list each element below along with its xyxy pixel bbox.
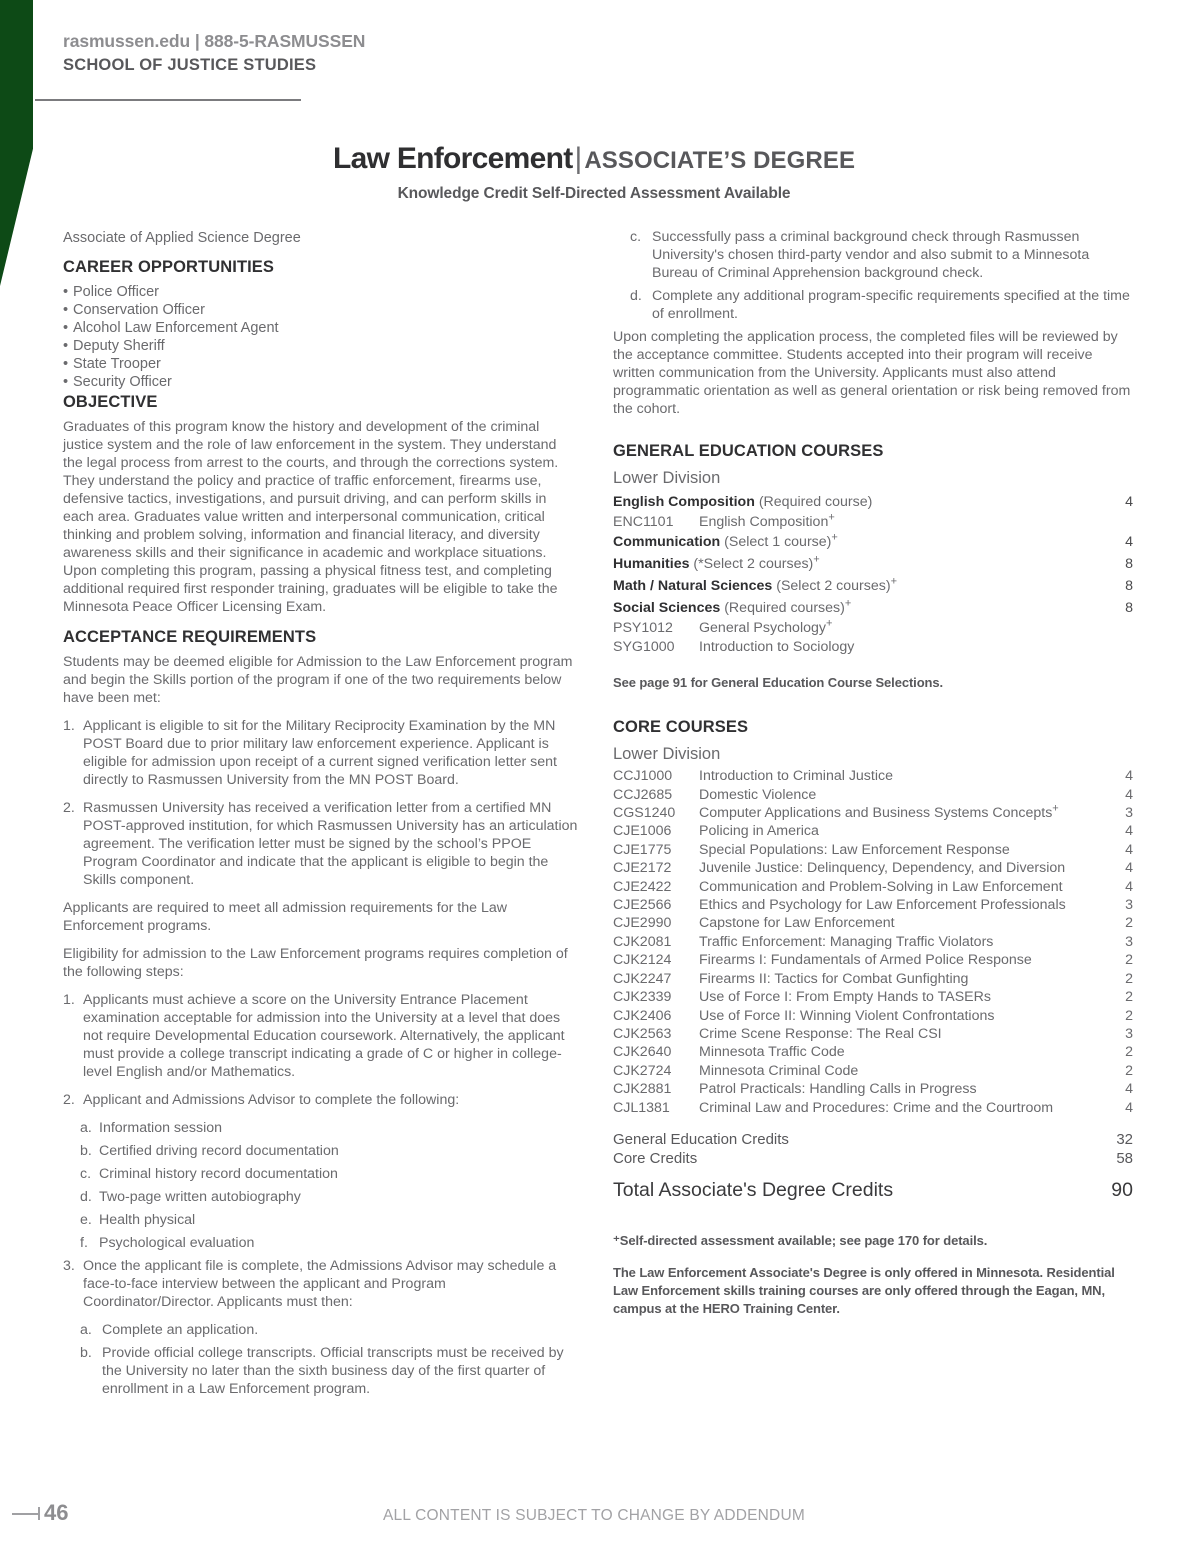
core-course-row [613, 859, 1133, 877]
general-education-course-table [613, 491, 1133, 656]
objective-text: Graduates of this program know the history and development of the criminal justice system and the role of law enforcement in the system. They understand the legal process from arrest to the courts, and through the corrections system. They understand the policy and practice of traffic enforcement, firearms use, defensive tactics, investigations, and pursuit driving, and can perform skills in each area. Graduates value written and interpersonal communication, critical thinking and problem solving, information and financial literacy, and diversity awareness skills and their significance in academic and workplace situations. Upon completing this program, passing a physical fitness test, and completing additional required first responder training, graduates will be eligible to take the Minnesota Peace Officer Licensing Exam. [63, 419, 559, 615]
course-name: Communication and Problem-Solving in Law Enforcement [699, 878, 1063, 895]
gened-category-credits: 4 [1125, 494, 1133, 510]
list-item-marker: b. [80, 1345, 92, 1361]
core-credits-value: 58 [1116, 1149, 1133, 1167]
list-item-marker: 1. [63, 992, 75, 1008]
course-credits: 4 [1125, 860, 1133, 877]
core-course-row [613, 1062, 1133, 1080]
step2-subitem-list [63, 1119, 578, 1252]
eligibility-intro-text: Eligibility for admission to the Law Enforcement programs requires completion of the following steps: [63, 946, 568, 980]
acceptance-requirements-list [63, 717, 578, 889]
total-credits-label: Total Associate's Degree Credits [613, 1178, 894, 1201]
degree-level: ASSOCIATE’S DEGREE [584, 147, 856, 174]
course-credits: 2 [1125, 915, 1133, 932]
self-directed-marker: + [828, 511, 835, 524]
list-item-text: Once the applicant file is complete, the Admissions Advisor may schedule a face-to-face interview between the applicant and Program Coordinator/Director. Applicants must then: [83, 1258, 557, 1310]
list-item-text: Complete an application. [102, 1322, 259, 1338]
list-item-marker: 2. [63, 800, 75, 816]
core-course-row [613, 804, 1133, 822]
self-directed-marker: + [831, 531, 838, 544]
list-item-text: Provide official college transcripts. Official transcripts must be received by the University no later than the sixth business day of the first quarter of enrollment in a Law Enforcement program. [102, 1345, 564, 1397]
list-item-text: Complete any additional program-specific requirements specified at the time of enrollment. [652, 288, 1130, 322]
core-course-row [613, 767, 1133, 785]
core-course-row [613, 914, 1133, 932]
page-title [0, 140, 1188, 180]
list-item-text: Rasmussen University has received a verification letter from a certified MN POST-approved institution, for which Rasmussen University has an articulation agreement. The verification letter must be signed by the school’s PPOE Program Coordinator and indicate that the applicant is eligible to begin the Skills component. [83, 800, 578, 888]
course-code: CJK2247 [613, 970, 672, 987]
gened-credits-value: 32 [1116, 1130, 1133, 1148]
core-course-row [613, 933, 1133, 951]
credit-totals [613, 1130, 1133, 1206]
course-credits: 3 [1125, 805, 1133, 822]
list-item-marker: b. [80, 1143, 92, 1159]
total-credits-row [613, 1174, 1133, 1206]
acceptance-requirements-heading: ACCEPTANCE REQUIREMENTS [63, 628, 317, 646]
list-item-text: Successfully pass a criminal background check through Rasmussen University's chosen third-party vendor and also submit to a Minnesota Bureau of Criminal Apprehension background check. [652, 229, 1090, 281]
course-name: Policing in America [699, 823, 819, 840]
list-item [80, 1321, 578, 1339]
course-name: Use of Force II: Winning Violent Confrontations [699, 1007, 995, 1024]
course-code: CJL1381 [613, 1099, 670, 1116]
gened-credits-label: General Education Credits [613, 1130, 789, 1148]
list-item-text: Health physical [99, 1212, 196, 1228]
course-code: CJK2563 [613, 1025, 672, 1042]
course-credits: 2 [1125, 1007, 1133, 1024]
title-block [0, 140, 1188, 206]
course-name: General Psychology+ [699, 617, 833, 637]
core-course-row [613, 970, 1133, 988]
course-code: CJE2566 [613, 897, 672, 914]
course-code: CJE2172 [613, 860, 672, 877]
course-name: Traffic Enforcement: Managing Traffic Violators [699, 933, 994, 950]
step3-subitem-list [63, 1321, 578, 1398]
course-code: CJE2990 [613, 915, 672, 932]
course-name: Capstone for Law Enforcement [699, 915, 895, 932]
career-list-item: • Deputy Sheriff [63, 337, 578, 355]
course-name: Firearms I: Fundamentals of Armed Police Response [699, 952, 1032, 969]
gened-category-credits: 8 [1125, 578, 1133, 595]
course-code: CJK2724 [613, 1062, 672, 1079]
course-name: Minnesota Criminal Code [699, 1062, 859, 1079]
list-item-marker: d. [630, 288, 642, 304]
list-item-marker: a. [80, 1322, 92, 1338]
footer-disclaimer: ALL CONTENT IS SUBJECT TO CHANGE BY ADDENDUM [383, 1507, 805, 1524]
course-name: Use of Force I: From Empty Hands to TASERs [699, 989, 991, 1006]
course-credits: 2 [1125, 989, 1133, 1006]
header-url-phone: rasmussen.edu | 888-5-RASMUSSEN [63, 31, 366, 51]
gened-division-label: Lower Division [613, 469, 721, 487]
eligibility-steps-list [63, 991, 578, 1109]
self-directed-marker: + [844, 597, 852, 610]
total-credits-value: 90 [1111, 1178, 1133, 1201]
course-credits: 4 [1125, 823, 1133, 840]
gened-credits-row [613, 1130, 1133, 1149]
list-item-marker: 2. [63, 1092, 75, 1108]
career-opportunities-list [63, 283, 578, 391]
course-code: PSY1012 [613, 620, 673, 637]
course-credits: 2 [1125, 1044, 1133, 1061]
title-separator: | [574, 142, 583, 175]
course-credits: 4 [1125, 1099, 1133, 1116]
list-item [63, 799, 578, 889]
header-divider [35, 99, 301, 101]
self-directed-footnote: ⁺Self-directed assessment available; see page 170 for details. [613, 1232, 988, 1248]
core-course-row [613, 841, 1133, 859]
course-name: English Composition+ [699, 511, 835, 530]
header-school-name: SCHOOL OF JUSTICE STUDIES [63, 56, 317, 74]
gened-selections-note: See page 91 for General Education Course Selections. [613, 675, 944, 691]
list-item-text: Two-page written autobiography [99, 1189, 301, 1205]
course-code: CJK2640 [613, 1044, 672, 1061]
gened-category-credits: 8 [1125, 556, 1133, 573]
program-name: Law Enforcement [332, 142, 573, 175]
list-item [630, 287, 1133, 323]
core-course-row [613, 1099, 1133, 1117]
self-directed-marker: + [813, 553, 820, 566]
course-code: CJE2422 [613, 878, 672, 895]
core-course-row [613, 822, 1133, 840]
course-credits: 2 [1125, 970, 1133, 987]
course-name: Introduction to Sociology [699, 638, 855, 655]
list-item [63, 717, 578, 789]
gened-category-name: English Composition [613, 494, 755, 510]
course-credits: 2 [1125, 952, 1133, 969]
course-credits: 4 [1125, 1081, 1133, 1098]
course-code: CJK2081 [613, 933, 672, 950]
core-course-row [613, 1007, 1133, 1025]
course-name: Minnesota Traffic Code [699, 1044, 845, 1061]
core-course-row [613, 878, 1133, 896]
left-column [63, 228, 578, 1403]
course-code: CGS1240 [613, 805, 676, 822]
list-item [80, 1188, 578, 1206]
course-code: SYG1000 [613, 638, 675, 655]
course-code: CJE1006 [613, 823, 672, 840]
gened-category-label: Math / Natural Sciences (Select 2 courses)+ [613, 575, 897, 595]
list-item-marker: a. [80, 1120, 92, 1136]
list-item-marker: d. [80, 1189, 92, 1205]
core-course-row [613, 1025, 1133, 1043]
list-item-text: Applicant is eligible to sit for the Military Reciprocity Examination by the MN POST Board due to prior military law enforcement experience. Applicant is eligible for admission upon receipt of a current signed verification letter sent directly to Rasmussen University from the MN POST Board. [83, 718, 557, 788]
gened-category-credits: 8 [1125, 600, 1133, 617]
course-name: Crime Scene Response: The Real CSI [699, 1025, 942, 1042]
course-code: CJE1775 [613, 841, 672, 858]
list-item-text: Psychological evaluation [99, 1235, 255, 1251]
step3-row [63, 1257, 578, 1311]
course-credits: 4 [1125, 841, 1133, 858]
core-credits-row [613, 1149, 1133, 1168]
career-list-item: • State Trooper [63, 355, 578, 373]
course-credits: 3 [1125, 933, 1133, 950]
core-course-row [613, 951, 1133, 969]
self-directed-marker: + [825, 617, 833, 630]
list-item-marker: c. [80, 1166, 92, 1182]
gened-category-row [613, 491, 1133, 513]
general-education-heading: GENERAL EDUCATION COURSES [613, 442, 884, 460]
course-name: Introduction to Criminal Justice [699, 768, 893, 785]
admission-requirements-text: Applicants are required to meet all admission requirements for the Law Enforcement programs. [63, 900, 507, 934]
core-course-row [613, 1080, 1133, 1098]
list-item-marker: 3. [63, 1258, 75, 1274]
gened-category-name: Math / Natural Sciences [613, 578, 773, 595]
gened-category-name: Communication [613, 534, 721, 551]
course-code: CCJ1000 [613, 768, 673, 785]
course-name: Ethics and Psychology for Law Enforcement Professionals [699, 897, 1066, 914]
self-directed-marker: + [890, 575, 897, 588]
course-code: CJK2124 [613, 952, 672, 969]
career-list-item: • Security Officer [63, 373, 578, 391]
list-item-text: Criminal history record documentation [99, 1166, 338, 1182]
course-name: Firearms II: Tactics for Combat Gunfighting [699, 970, 969, 987]
course-code: CJK2881 [613, 1081, 672, 1098]
career-opportunities-heading: CAREER OPPORTUNITIES [63, 258, 275, 276]
gened-category-name: Social Sciences [613, 600, 721, 617]
course-code: ENC1101 [613, 514, 674, 530]
course-name: Criminal Law and Procedures: Crime and the Courtroom [699, 1099, 1054, 1116]
list-item-marker: e. [80, 1212, 92, 1228]
course-credits: 3 [1125, 897, 1133, 914]
core-division-label: Lower Division [613, 745, 721, 764]
core-course-row [613, 896, 1133, 914]
upon-completing-text: Upon completing the application process, the completed files will be reviewed by the acceptance committee. Students accepted into their program will receive written communication from the University. Applicants must also attend programmatic orientation as well as general orientation or risk being removed from the cohort. [613, 329, 1131, 417]
title-tagline: Knowledge Credit Self-Directed Assessment Available [397, 185, 791, 202]
course-name: Domestic Violence [699, 786, 817, 803]
course-code: CJK2406 [613, 1007, 672, 1024]
list-item-text: Applicants must achieve a score on the University Entrance Placement examination acceptable for admission into the University at a level that does not require Developmental Education coursework. Alternatively, the applicant must provide a college transcript indicating a grade of C or higher in college-level English and/or Mathematics. [83, 992, 565, 1080]
career-list-item: • Alcohol Law Enforcement Agent [63, 319, 578, 337]
list-item [80, 1165, 578, 1183]
continued-subitem-list [613, 228, 1133, 323]
list-item-marker: f. [80, 1235, 88, 1251]
list-item-marker: 1. [63, 718, 75, 734]
list-item [63, 1257, 578, 1311]
list-item [80, 1211, 578, 1229]
course-credits: 3 [1125, 1025, 1133, 1042]
list-item-marker: c. [630, 229, 642, 245]
gened-course-row [613, 619, 1133, 637]
core-course-table [613, 767, 1133, 1117]
gened-category-label: English Composition (Required course) [613, 494, 873, 510]
gened-category-label: Social Sciences (Required courses)+ [613, 597, 852, 617]
list-item-text: Applicant and Admissions Advisor to complete the following: [83, 1092, 460, 1108]
objective-heading: OBJECTIVE [63, 393, 158, 411]
list-item [80, 1234, 578, 1252]
list-item-text: Information session [99, 1120, 223, 1136]
career-list-item: • Conservation Officer [63, 301, 578, 319]
course-credits: 4 [1125, 786, 1133, 803]
gened-category-row [613, 575, 1133, 597]
course-name: Juvenile Justice: Delinquency, Dependency, and Diversion [699, 860, 1066, 877]
course-code: CJK2339 [613, 989, 672, 1006]
gened-course-row [613, 638, 1133, 656]
core-courses-heading: CORE COURSES [613, 718, 749, 737]
career-list-item: • Police Officer [63, 283, 578, 301]
list-item [630, 228, 1133, 282]
gened-category-label: Communication (Select 1 course)+ [613, 531, 838, 551]
right-column [613, 228, 1133, 1331]
minnesota-footnote: The Law Enforcement Associate's Degree is only offered in Minnesota. Residential Law Enforcement skills training courses are only offered through the Eagan, MN, campus at the HERO Training Center. [613, 1264, 1115, 1316]
list-item [80, 1119, 578, 1137]
course-name: Computer Applications and Business Systems Concepts+ [699, 802, 1059, 822]
gened-category-row [613, 531, 1133, 553]
course-credits: 4 [1125, 768, 1133, 785]
course-code: CCJ2685 [613, 786, 673, 803]
page-number: 46 [44, 1500, 69, 1525]
gened-category-row [613, 553, 1133, 575]
degree-type-label: Associate of Applied Science Degree [63, 230, 301, 246]
list-item [63, 1091, 578, 1109]
gened-course-row [613, 513, 1133, 531]
acceptance-intro-text: Students may be deemed eligible for Admission to the Law Enforcement program and begin the Skills portion of the program if one of the two requirements below have been met: [63, 654, 573, 706]
gened-category-row [613, 597, 1133, 619]
course-credits: 2 [1125, 1062, 1133, 1079]
course-name: Patrol Practicals: Handling Calls in Progress [699, 1081, 977, 1098]
core-course-row [613, 1043, 1133, 1061]
core-course-row [613, 786, 1133, 804]
gened-category-name: Humanities [613, 556, 690, 573]
gened-category-label: Humanities (*Select 2 courses)+ [613, 553, 820, 573]
course-credits: 4 [1125, 878, 1133, 895]
list-item [80, 1142, 578, 1160]
course-name: Special Populations: Law Enforcement Response [699, 841, 1010, 858]
list-item [63, 991, 578, 1081]
self-directed-marker: + [1052, 802, 1059, 815]
gened-category-credits: 4 [1125, 534, 1133, 551]
page-header [63, 30, 663, 78]
list-item [80, 1344, 578, 1398]
list-item-text: Certified driving record documentation [99, 1143, 339, 1159]
core-course-row [613, 988, 1133, 1006]
core-credits-label: Core Credits [613, 1149, 698, 1167]
